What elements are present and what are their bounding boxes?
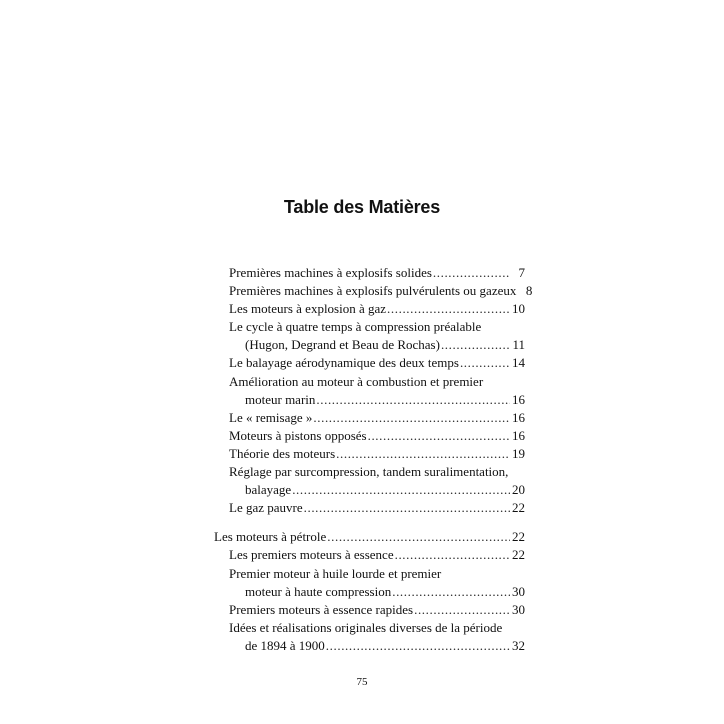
toc-entry-text: Le gaz pauvre <box>229 500 303 516</box>
toc-entry-text: Amélioration au moteur à combustion et premier <box>229 373 484 389</box>
toc-entry-text: moteur à haute compression <box>245 583 392 599</box>
toc-entry <box>214 546 525 564</box>
toc-entry <box>214 463 525 481</box>
toc-entry-text: Idées et réalisations originales diverses de la période <box>229 619 503 635</box>
dot-leader <box>387 300 510 318</box>
toc-entry-page: 22 <box>512 529 525 545</box>
dot-leader <box>395 546 510 564</box>
toc-entry-page: 30 <box>512 601 525 617</box>
toc-entry-text: de 1894 à 1900 <box>245 637 325 653</box>
toc-entry <box>214 481 525 499</box>
toc-entry-text: Premiers moteurs à essence rapides <box>229 601 414 617</box>
toc-entry <box>214 619 525 637</box>
toc-entry <box>214 282 533 300</box>
toc-entry-text: Premières machines à explosifs pulvérulents ou gazeux <box>229 283 517 299</box>
dot-leader <box>414 601 510 619</box>
dot-leader <box>392 583 510 601</box>
toc-entry-text: balayage <box>245 482 292 498</box>
toc-list <box>214 264 533 655</box>
toc-entry-text: Les moteurs à explosion à gaz <box>229 301 387 317</box>
toc-entry-page: 10 <box>512 301 525 317</box>
dot-leader <box>292 481 510 499</box>
toc-entry-page: 16 <box>512 427 525 443</box>
toc-entry-text: Réglage par surcompression, tandem suralimentation, <box>229 464 509 480</box>
toc-entry-page: 20 <box>512 482 525 498</box>
toc-entry <box>214 336 525 354</box>
toc-entry <box>214 409 525 427</box>
toc-entry-text: Le « remisage » <box>229 409 313 425</box>
dot-leader <box>313 409 510 427</box>
toc-entry-page: 22 <box>512 500 525 516</box>
toc-entry-page: 16 <box>512 409 525 425</box>
toc-entry-page: 16 <box>512 391 525 407</box>
toc-entry-page: 30 <box>512 583 525 599</box>
toc-entry-text: moteur marin <box>245 391 316 407</box>
dot-leader <box>441 336 510 354</box>
toc-entry <box>214 300 525 318</box>
toc-entry <box>214 637 525 655</box>
toc-entry <box>214 499 525 517</box>
toc-entry <box>214 318 525 336</box>
dot-leader <box>304 499 510 517</box>
toc-entry-text: Premières machines à explosifs solides <box>229 265 432 280</box>
toc-entry <box>214 601 525 619</box>
toc-entry-page: 14 <box>512 355 525 371</box>
toc-entry-text: Les premiers moteurs à essence <box>229 547 394 563</box>
page-number: 75 <box>356 676 368 688</box>
toc-section-entry <box>214 528 525 546</box>
toc-entry-text: Les moteurs à pétrole <box>214 529 327 545</box>
toc-entry <box>214 264 525 282</box>
toc-entry-text: Moteurs à pistons opposés <box>229 427 367 443</box>
dot-leader <box>433 264 510 282</box>
dot-leader <box>326 637 510 655</box>
toc-entry <box>214 427 525 445</box>
toc-entry-page: 7 <box>518 265 525 280</box>
toc-entry <box>214 445 525 463</box>
toc-entry <box>214 565 525 583</box>
toc-entry <box>214 391 525 409</box>
dot-leader <box>336 445 510 463</box>
toc-entry-text: Théorie des moteurs <box>229 445 336 461</box>
toc-entry <box>214 373 525 391</box>
toc-entry-page: 22 <box>512 547 525 563</box>
dot-leader <box>460 354 510 372</box>
toc-entry-text: Le balayage aérodynamique des deux temps <box>229 355 459 371</box>
toc-entry-page: 11 <box>512 337 525 353</box>
dot-leader <box>327 528 510 546</box>
toc-entry-page: 19 <box>512 445 525 461</box>
toc-entry-text: Premier moteur à huile lourde et premier <box>229 565 442 581</box>
dot-leader <box>368 427 510 445</box>
toc-entry <box>214 583 525 601</box>
toc-entry <box>214 354 525 372</box>
toc-entry-page: 8 <box>525 283 533 299</box>
toc-entry-text: Le cycle à quatre temps à compression préalable <box>229 319 482 335</box>
toc-title: Table des Matières <box>283 197 441 217</box>
toc-entry-page: 32 <box>512 637 525 653</box>
toc-entry-text: (Hugon, Degrand et Beau de Rochas) <box>245 337 440 353</box>
dot-leader <box>316 391 510 409</box>
